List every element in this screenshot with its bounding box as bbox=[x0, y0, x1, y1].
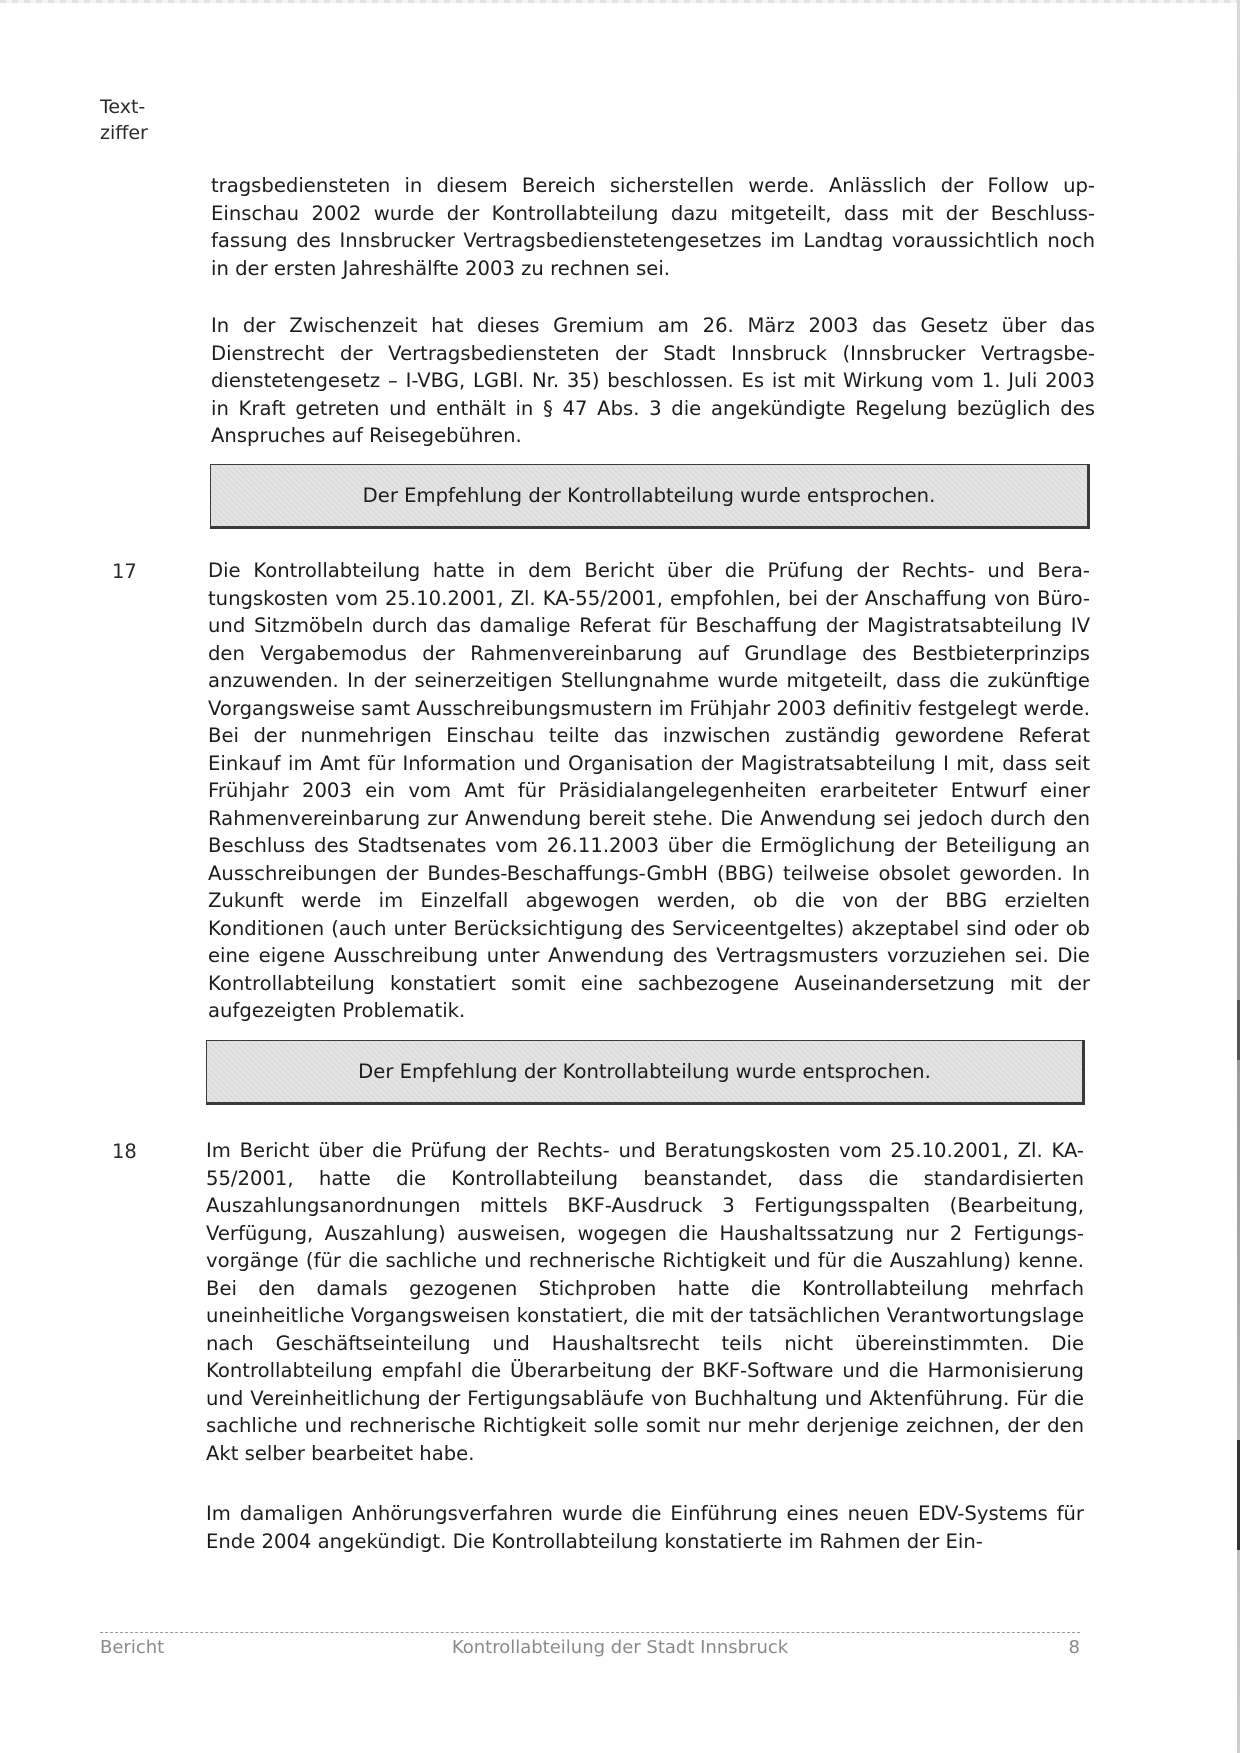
continuation-paragraph-2: In der Zwischenzeit hat dieses Gremium am 26. März 2003 das Gesetz über das Dienstrecht der Vertragsbediensteten der Stadt Innsbruck (Innsbrucker Vertragsbedienstetengesetz – I-VBG, LGBl. Nr. 35) beschlossen. Es ist mit Wirkung vom 1. Juli 2003 in Kraft getreten und enthält in § 47 Abs. 3 die angekündigte Regelung bezüglich des Anspruches auf Reisegebühren. bbox=[211, 314, 1095, 447]
scan-edge-top bbox=[0, 0, 1240, 3]
footer-center: Kontrollabteilung der Stadt Innsbruck bbox=[451, 1637, 789, 1658]
section-18-number: 18 bbox=[112, 1140, 137, 1163]
result-box-continuation-text: Der Empfehlung der Kontrollabteilung wurde entsprochen. bbox=[362, 484, 936, 507]
margin-label-line-2: ziffer bbox=[100, 122, 148, 144]
section-18-paragraph-2: Im damaligen Anhörungsverfahren wurde die Einführung eines neuen EDV-Systems für Ende 2004 angekündigt. Die Kontrollabteilung konstatierte im Rahmen der Ein- bbox=[206, 1502, 1084, 1553]
section-17-number: 17 bbox=[112, 560, 137, 583]
margin-label-line-1: Text- bbox=[100, 96, 146, 118]
result-box-section-17 bbox=[206, 1040, 1085, 1105]
footer-page-number: 8 bbox=[1068, 1637, 1080, 1658]
result-box-continuation bbox=[210, 464, 1090, 529]
section-18-paragraph-1: Im Bericht über die Prüfung der Rechts- und Beratungskosten vom 25.10.2001, Zl. KA-55/2001, hatte die Kontrollabteilung beanstandet, dass die standardisierten Auszahlungsanordnungen mittels BKF-Ausdruck 3 Fertigungsspalten (Bearbeitung, Verfügung, Auszahlung) ausweisen, wogegen die Haushaltssatzung nur 2 Fertigungsvorgänge (für die sachliche und rechnerische Richtigkeit und für die Auszahlung) kenne. Bei den damals gezogenen Stichproben hatte die Kontrollabteilung mehrfach uneinheitliche Vorgangsweisen konstatiert, die mit der tatsächlichen Verantwortungslage nach Geschäftseinteilung und Haushaltsrecht teils nicht übereinstimmten. Die Kontrollabteilung empfahl die Überarbeitung der BKF-Software und die Harmonisierung und Vereinheitlichung der Fertigungsabläufe von Buchhaltung und Aktenführung. Für die sachliche und rechnerische Richtigkeit solle somit nur mehr derjenige zeichnen, der den Akt selber bearbeitet habe. bbox=[206, 1139, 1084, 1465]
result-box-section-17-text: Der Empfehlung der Kontrollabteilung wurde entsprochen. bbox=[358, 1060, 931, 1083]
continuation-paragraph-1: tragsbediensteten in diesem Bereich sicherstellen werde. Anlässlich der Follow up-Einschau 2002 wurde der Kontrollabteilung dazu mitgeteilt, dass mit der Beschlussfassung des Innsbrucker Vertragsbedienstetengesetzes im Landtag voraussichtlich noch in der ersten Jahreshälfte 2003 zu rechnen sei. bbox=[211, 174, 1095, 280]
margin-label bbox=[100, 94, 148, 146]
section-17-paragraph: Die Kontrollabteilung hatte in dem Bericht über die Prüfung der Rechts- und Beratungskosten vom 25.10.2001, Zl. KA-55/2001, empfohlen, bei der Anschaffung von Büro- und Sitzmöbeln durch das damalige Referat für Beschaffung der Magistratsabteilung IV den Vergabemodus der Rahmenvereinbarung auf Grundlage des Bestbieterprinzips anzuwenden. In der seinerzeitigen Stellungnahme wurde mitgeteilt, dass die zukünftige Vorgangsweise samt Ausschreibungsmustern im Frühjahr 2003 definitiv festgelegt werde. Bei der nunmehrigen Einschau teilte das inzwischen zuständig gewordene Referat Einkauf im Amt für Information und Organisation der Magistratsabteilung I mit, dass seit Frühjahr 2003 ein vom Amt für Präsidialangelegenheiten erarbeiteter Entwurf einer Rahmenvereinbarung zur Anwendung bereit stehe. Die Anwendung sei jedoch durch den Beschluss des Stadtsenates vom 26.11.2003 über die Ermöglichung der Beteiligung an Ausschreibungen der Bundes-Beschaffungs-GmbH (BBG) teilweise obsolet geworden. In Zukunft werde im Einzelfall abgewogen werden, ob die von der BBG erzielten Konditionen (auch unter Berücksichtigung des Serviceentgeltes) akzeptabel sind oder ob eine eigene Ausschreibung unter Anwendung des Vertragsmusters vorzuziehen sei. Die Kontrollabteilung konstatiert somit eine sachbezogene Auseinandersetzung mit der aufgezeigten Problematik. bbox=[208, 559, 1090, 1022]
footer-left: Bericht bbox=[100, 1637, 165, 1658]
footer-divider bbox=[100, 1632, 1080, 1633]
